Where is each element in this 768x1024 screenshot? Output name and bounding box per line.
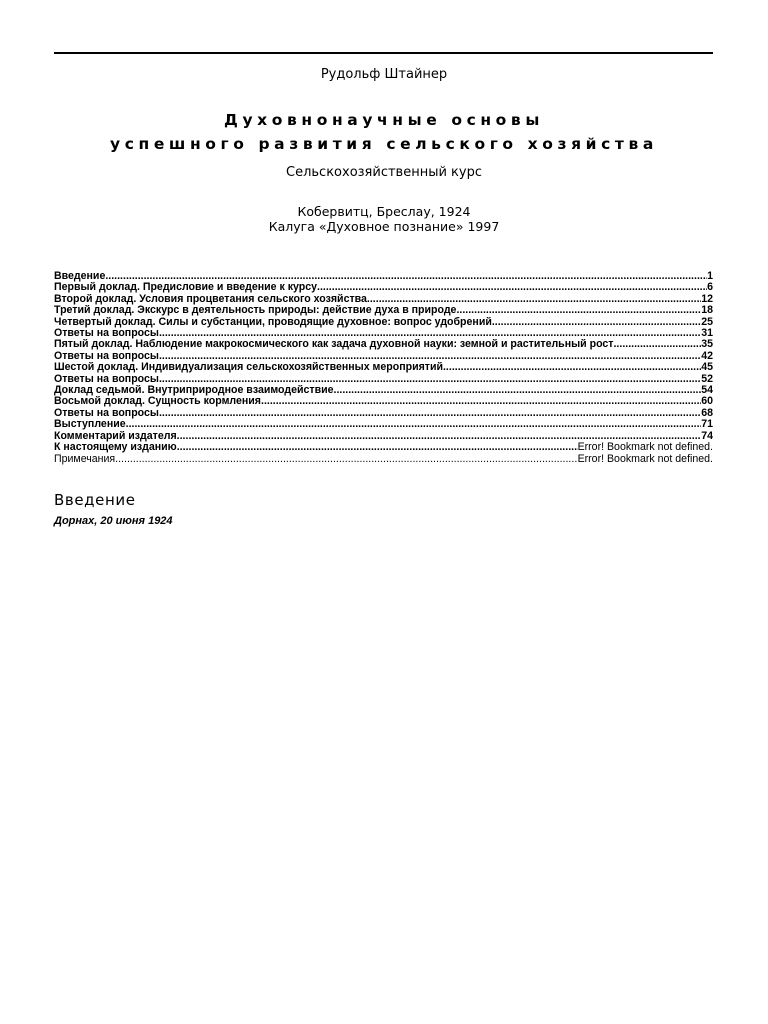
toc-leader-dots <box>177 431 702 442</box>
toc-entry[interactable] <box>54 454 713 465</box>
toc-leader-dots <box>159 351 701 362</box>
toc-entry-label: Третий доклад. Экскурс в деятельность природы: действие духа в природе <box>54 305 457 317</box>
toc-entry-label: Ответы на вопросы <box>54 407 159 419</box>
toc-leader-dots <box>613 339 701 350</box>
toc-entry-label: Шестой доклад. Индивидуализация сельскохозяйственных мероприятий <box>54 362 443 374</box>
toc-entry-label: Ответы на вопросы <box>54 373 159 385</box>
toc-entry[interactable] <box>54 317 713 328</box>
toc-entry[interactable] <box>54 442 713 453</box>
toc-entry[interactable] <box>54 339 713 350</box>
toc-entry-page: 1 <box>707 271 713 282</box>
top-rule <box>54 52 713 54</box>
toc-entry[interactable] <box>54 374 713 385</box>
toc-entry-page: 42 <box>701 350 713 362</box>
toc-entry-page: 6 <box>707 282 713 294</box>
book-title-line-2: успешного развития сельского хозяйства <box>110 135 658 153</box>
toc-entry[interactable] <box>54 408 713 419</box>
toc-entry-label: Первый доклад. Предисловие и введение к курсу <box>54 282 318 294</box>
toc-entry-page: 31 <box>701 328 713 340</box>
book-subtitle: Сельскохозяйственный курс <box>286 165 482 180</box>
toc-leader-dots <box>159 408 701 419</box>
toc-entry-page: 35 <box>701 339 713 351</box>
place-and-year: Кобервитц, Бреслау, 1924 <box>297 204 471 219</box>
toc-entry-label: Ответы на вопросы <box>54 350 159 362</box>
publication-info <box>0 204 768 234</box>
toc-entry-page: 68 <box>701 407 713 419</box>
toc-leader-dots <box>105 271 707 282</box>
publisher-line: Калуга «Духовное познание» 1997 <box>268 219 500 234</box>
toc-entry[interactable] <box>54 271 713 282</box>
book-title-line-1: Духовнонаучные основы <box>224 111 544 129</box>
toc-entry[interactable] <box>54 362 713 373</box>
toc-leader-dots <box>159 374 701 385</box>
toc-entry-page: 71 <box>701 419 713 431</box>
toc-leader-dots <box>456 305 701 316</box>
toc-entry-label: Доклад седьмой. Внутриприродное взаимодействие <box>54 385 334 397</box>
section-place-date: Дорнах, 20 июня 1924 <box>54 515 173 527</box>
toc-leader-dots <box>261 396 701 407</box>
toc-entry[interactable] <box>54 419 713 430</box>
toc-leader-dots <box>159 328 701 339</box>
toc-entry[interactable] <box>54 282 713 293</box>
toc-entry-page: 18 <box>701 305 713 317</box>
toc-leader-dots <box>115 454 577 465</box>
toc-leader-dots <box>177 442 578 453</box>
toc-entry-label: Пятый доклад. Наблюдение макрокосмического как задача духовной науки: земной и растительный рост <box>54 339 614 351</box>
book-title <box>0 108 768 156</box>
toc-entry-label: Выступление <box>54 419 126 431</box>
toc-leader-dots <box>443 362 701 373</box>
toc-entry[interactable] <box>54 305 713 316</box>
author-name: Рудольф Штайнер <box>320 67 448 82</box>
table-of-contents <box>54 271 713 465</box>
toc-entry-page: 45 <box>701 362 713 374</box>
section-heading: Введение <box>54 491 136 509</box>
toc-leader-dots <box>492 317 701 328</box>
toc-entry[interactable] <box>54 396 713 407</box>
toc-entry-label: Второй доклад. Условия процветания сельского хозяйства <box>54 293 367 305</box>
toc-entry-page: 25 <box>701 316 713 328</box>
toc-entry-page: Error! Bookmark not defined. <box>577 442 713 454</box>
toc-entry-label: Введение <box>54 271 106 282</box>
toc-entry[interactable] <box>54 351 713 362</box>
toc-entry-label: К настоящему изданию <box>54 442 177 454</box>
toc-entry[interactable] <box>54 385 713 396</box>
toc-entry-page: 74 <box>701 430 713 442</box>
toc-leader-dots <box>126 419 702 430</box>
toc-entry-label: Четвертый доклад. Силы и субстанции, проводящие духовное: вопрос удобрений <box>54 316 492 328</box>
toc-entry[interactable] <box>54 294 713 305</box>
toc-entry[interactable] <box>54 431 713 442</box>
toc-leader-dots <box>367 294 701 305</box>
toc-entry-page: 54 <box>701 385 713 397</box>
toc-entry-label: Примечания <box>54 453 116 465</box>
toc-entry-label: Ответы на вопросы <box>54 328 159 340</box>
toc-leader-dots <box>317 282 707 293</box>
toc-entry-page: 60 <box>701 396 713 408</box>
toc-entry-label: Комментарий издателя <box>54 430 177 442</box>
toc-entry-page: 12 <box>701 293 713 305</box>
toc-entry-page: 52 <box>701 373 713 385</box>
toc-entry-label: Восьмой доклад. Сущность кормления <box>54 396 261 408</box>
toc-leader-dots <box>334 385 702 396</box>
toc-entry[interactable] <box>54 328 713 339</box>
toc-entry-page: Error! Bookmark not defined. <box>577 453 713 465</box>
